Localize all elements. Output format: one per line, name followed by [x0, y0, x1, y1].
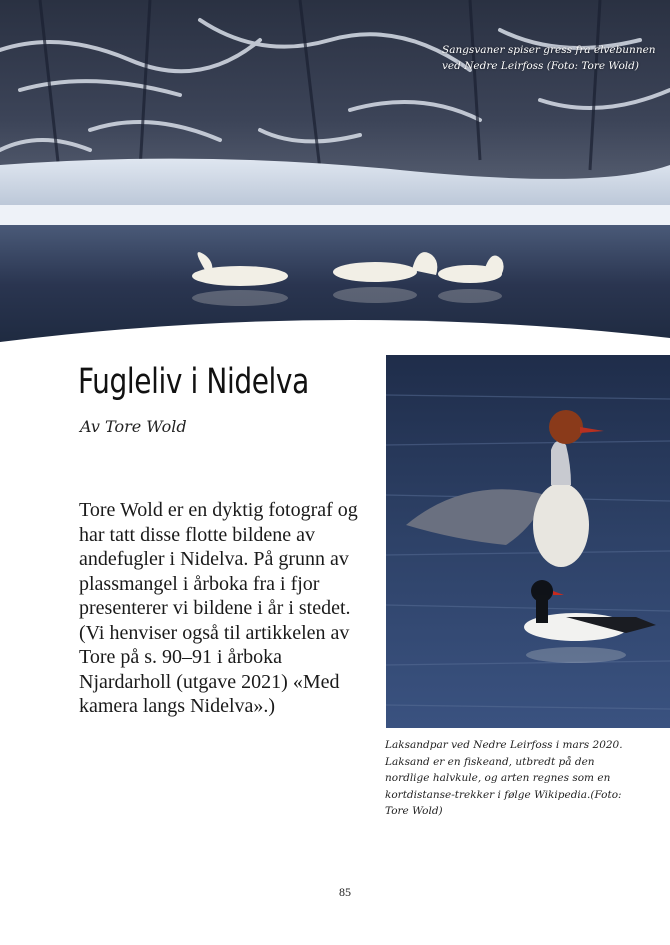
article-body: Tore Wold er en dyktig fotograf og har tatt disse flotte bildene av andefugler i Nidelva. På grunn av plassmangel i årboka fra i fjor presenterer vi bildene i år i stedet. (Vi henviser også til artikkelen av Tore på s. 90–91 i årboka Njardarholl (utgave 2021) «Med kamera langs Nidelva».) — [79, 499, 358, 717]
article-title: Fugleliv i Nidelva — [78, 362, 309, 402]
article-byline: Av Tore Wold — [80, 417, 187, 436]
page-number: 85 — [339, 885, 351, 899]
hero-photo-caption: Sangsvaner spiser gress fra elvebunnen ved Nedre Leirfoss (Foto: Tore Wold) — [442, 44, 656, 72]
merganser-photo-caption: Laksandpar ved Nedre Leirfoss i mars 2020. Laksand er en fiskeand, utbredt på den nordlige halvkule, og arten regnes som en kortdistanse-trekker i følge Wikipedia.(Foto: Tore Wold) — [385, 739, 623, 817]
hero-photo — [0, 0, 670, 345]
merganser-photo — [386, 355, 670, 728]
merganser-image — [386, 355, 670, 728]
